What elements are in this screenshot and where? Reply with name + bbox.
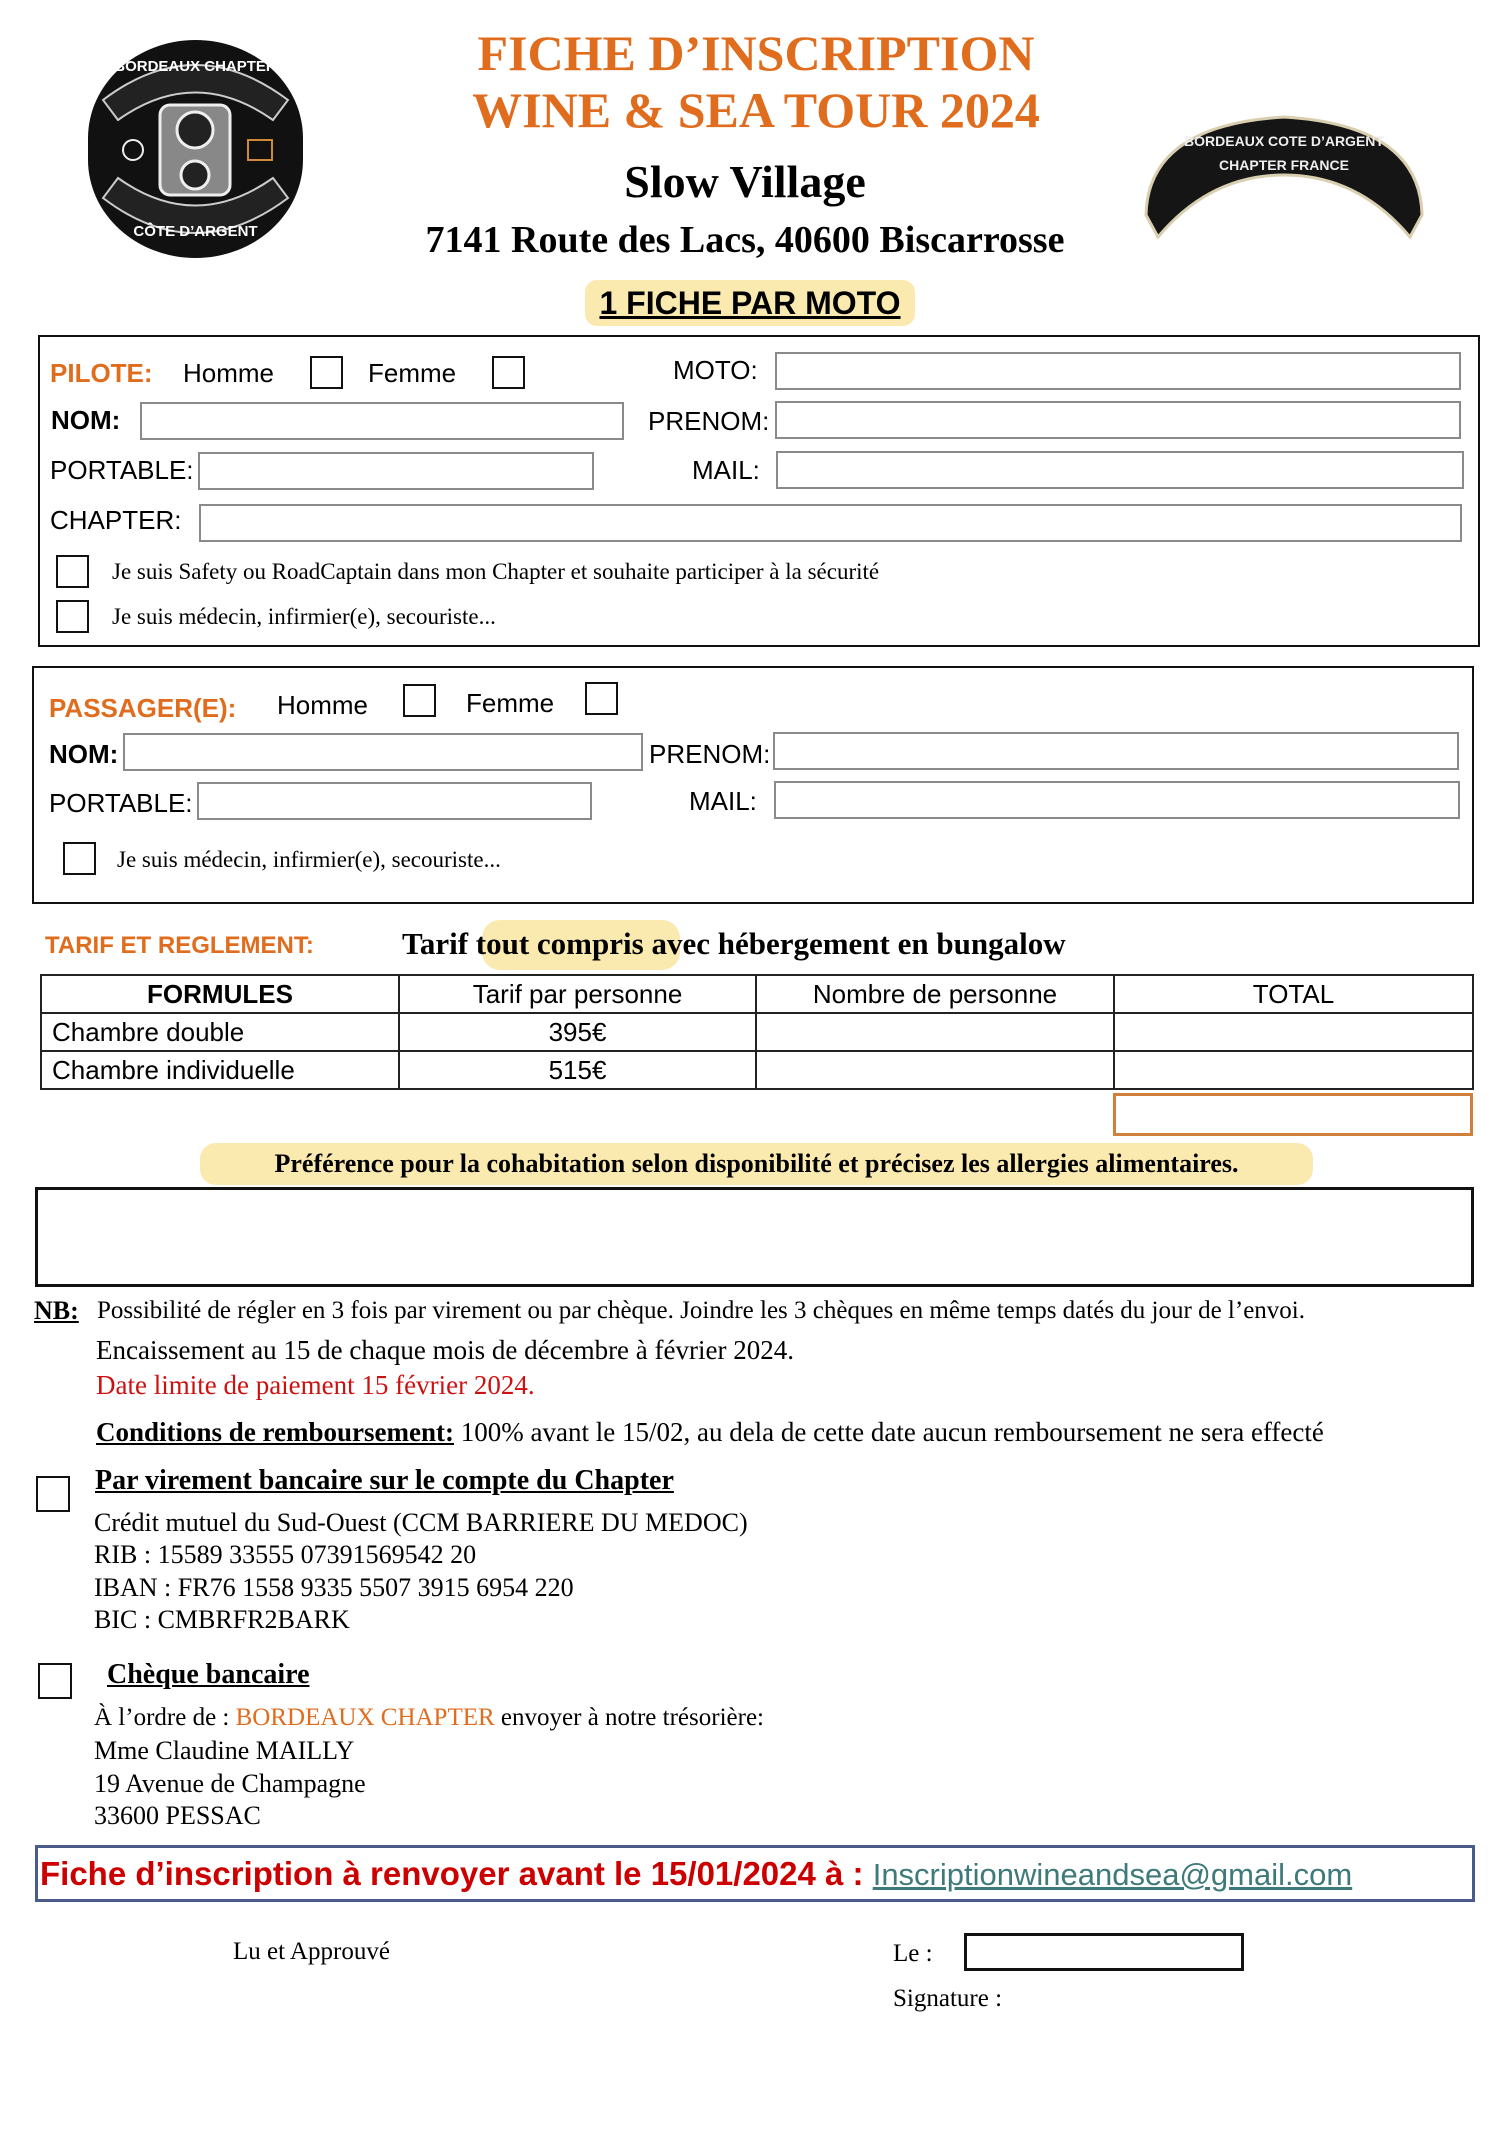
passenger-prenom-label: PRENOM: — [649, 739, 771, 769]
column-header-formules: FORMULES — [41, 975, 399, 1013]
nb-label: NB: — [34, 1296, 79, 1325]
pilot-moto-field[interactable] — [775, 352, 1461, 390]
bank-iban: IBAN : FR76 1558 9335 5507 3915 6954 220 — [94, 1573, 574, 1602]
tarif-table-header — [41, 975, 1473, 1013]
nb-line2: Encaissement au 15 de chaque mois de décembre à février 2024. — [96, 1335, 794, 1365]
passenger-mail-field[interactable] — [774, 781, 1460, 819]
cheque-order-post: envoyer à notre trésorière: — [494, 1704, 764, 1731]
one-form-per-bike-notice: 1 FICHE PAR MOTO — [599, 285, 901, 321]
pilot-medical-checkbox[interactable] — [56, 600, 89, 633]
pilot-prenom-label: PRENOM: — [648, 406, 770, 436]
grand-total-field[interactable] — [1113, 1093, 1473, 1136]
pilot-prenom-field[interactable] — [775, 401, 1461, 439]
total-cell[interactable] — [1114, 1051, 1473, 1089]
return-deadline-text — [40, 1855, 1352, 1894]
patch-line2: CHAPTER FRANCE — [1219, 157, 1349, 173]
payment-deadline: Date limite de paiement 15 février 2024. — [96, 1370, 535, 1400]
logo-top-text: BORDEAUX CHAPTER — [114, 58, 277, 75]
pilot-femme-checkbox[interactable] — [492, 356, 525, 389]
table-row — [41, 1051, 1473, 1089]
pilot-mail-label: MAIL: — [692, 455, 760, 485]
cheque-order-pre: À l’ordre de : — [94, 1704, 236, 1731]
column-header-nombre: Nombre de personne — [756, 975, 1114, 1013]
preference-textarea[interactable] — [35, 1187, 1474, 1287]
pilot-homme-checkbox[interactable] — [310, 356, 343, 389]
tarif-subtitle-post: avec hébergement en bungalow — [643, 926, 1066, 961]
virement-title: Par virement bancaire sur le compte du Chapter — [95, 1465, 674, 1496]
cheque-checkbox[interactable] — [38, 1663, 72, 1699]
table-row — [41, 1013, 1473, 1051]
pilot-section-label: PILOTE: — [50, 358, 153, 388]
form-title-line2: WINE & SEA TOUR 2024 — [472, 82, 1040, 138]
date-field[interactable] — [964, 1933, 1244, 1971]
column-header-tarif: Tarif par personne — [399, 975, 756, 1013]
total-cell[interactable] — [1114, 1013, 1473, 1051]
passenger-homme-label: Homme — [277, 690, 369, 720]
venue-address: 7141 Route des Lacs, 40600 Biscarrosse — [425, 219, 1065, 261]
passenger-nom-label: NOM: — [49, 739, 119, 769]
tarif-subtitle — [402, 926, 1066, 962]
formule-cell: Chambre double — [41, 1013, 399, 1051]
pilot-moto-label: MOTO: — [673, 355, 758, 385]
passenger-homme-checkbox[interactable] — [403, 684, 436, 717]
passenger-section-label: PASSAGER(E): — [49, 693, 237, 723]
return-deadline-label: Fiche d’inscription à renvoyer avant le 15/01/2024 à : — [40, 1855, 873, 1892]
nombre-cell[interactable] — [756, 1013, 1114, 1051]
passenger-femme-checkbox[interactable] — [585, 682, 618, 715]
pilot-portable-field[interactable] — [198, 452, 594, 490]
passenger-femme-label: Femme — [466, 688, 555, 718]
treasurer-city: 33600 PESSAC — [94, 1801, 261, 1830]
refund-conditions — [96, 1417, 1324, 1447]
pilot-chapter-label: CHAPTER: — [50, 505, 182, 535]
refund-conditions-label: Conditions de remboursement: — [96, 1417, 455, 1447]
pilot-homme-label: Homme — [183, 358, 275, 388]
passenger-portable-field[interactable] — [197, 782, 592, 820]
virement-checkbox[interactable] — [36, 1476, 70, 1512]
cheque-title: Chèque bancaire — [107, 1659, 310, 1690]
patch-line1: BORDEAUX COTE D’ARGENT — [1184, 133, 1384, 149]
tarif-subtitle-pre: Tarif — [402, 926, 476, 961]
signature-label: Signature : — [893, 1985, 1003, 2012]
nb-line1: Possibilité de régler en 3 fois par virement ou par chèque. Joindre les 3 chèques en même temps datés du jour de l’envoi. — [97, 1297, 1305, 1324]
pilot-portable-label: PORTABLE: — [50, 455, 194, 485]
logo-bottom-text: CÔTE D’ARGENT — [133, 223, 258, 240]
tarif-cell: 395€ — [399, 1013, 756, 1051]
tarif-cell: 515€ — [399, 1051, 756, 1089]
passenger-mail-label: MAIL: — [689, 786, 757, 816]
pilot-medical-label: Je suis médecin, infirmier(e), secouriste... — [112, 604, 496, 629]
refund-conditions-text: 100% avant le 15/02, au dela de cette date aucun remboursement ne sera effecté — [454, 1417, 1324, 1447]
contact-email-link[interactable]: Inscriptionwineandsea@gmail.com — [872, 1857, 1353, 1892]
tarif-subtitle-highlight: tout compris — [475, 926, 644, 961]
passenger-medical-label: Je suis médecin, infirmier(e), secouriste... — [117, 847, 501, 872]
bank-bic: BIC : CMBRFR2BARK — [94, 1605, 350, 1634]
pilot-safety-label: Je suis Safety ou RoadCaptain dans mon Chapter et souhaite participer à la sécurité — [112, 559, 880, 584]
treasurer-name: Mme Claudine MAILLY — [94, 1736, 355, 1765]
patch-arc-icon — [1138, 105, 1430, 245]
date-label: Le : — [893, 1940, 933, 1967]
passenger-medical-checkbox[interactable] — [63, 842, 96, 875]
pilot-safety-checkbox[interactable] — [56, 555, 89, 588]
column-header-total: TOTAL — [1114, 975, 1473, 1013]
cheque-order-name: BORDEAUX CHAPTER — [235, 1704, 495, 1731]
preference-label: Préférence pour la cohabitation selon disponibilité et précisez les allergies alimentaires. — [274, 1149, 1239, 1178]
pilot-chapter-field[interactable] — [199, 504, 1462, 542]
treasurer-street: 19 Avenue de Champagne — [94, 1769, 366, 1798]
passenger-prenom-field[interactable] — [773, 732, 1459, 770]
tarif-table — [40, 974, 1474, 1090]
bank-rib: RIB : 15589 33555 07391569542 20 — [94, 1540, 477, 1569]
pilot-femme-label: Femme — [368, 358, 457, 388]
pilot-nom-label: NOM: — [51, 405, 121, 435]
venue-name: Slow Village — [624, 156, 866, 207]
form-title-line1: FICHE D’INSCRIPTION — [477, 25, 1035, 81]
pilot-nom-field[interactable] — [140, 402, 624, 440]
pilot-mail-field[interactable] — [776, 451, 1464, 489]
nombre-cell[interactable] — [756, 1051, 1114, 1089]
approved-label: Lu et Approuvé — [233, 1938, 390, 1965]
tarif-section-label: TARIF ET REGLEMENT: — [45, 932, 314, 959]
passenger-nom-field[interactable] — [123, 733, 643, 771]
bank-name: Crédit mutuel du Sud-Ouest (CCM BARRIERE DU MEDOC) — [94, 1508, 748, 1537]
cheque-order — [94, 1703, 764, 1733]
chapter-france-patch — [1138, 105, 1430, 245]
passenger-portable-label: PORTABLE: — [49, 788, 193, 818]
formule-cell: Chambre individuelle — [41, 1051, 399, 1089]
